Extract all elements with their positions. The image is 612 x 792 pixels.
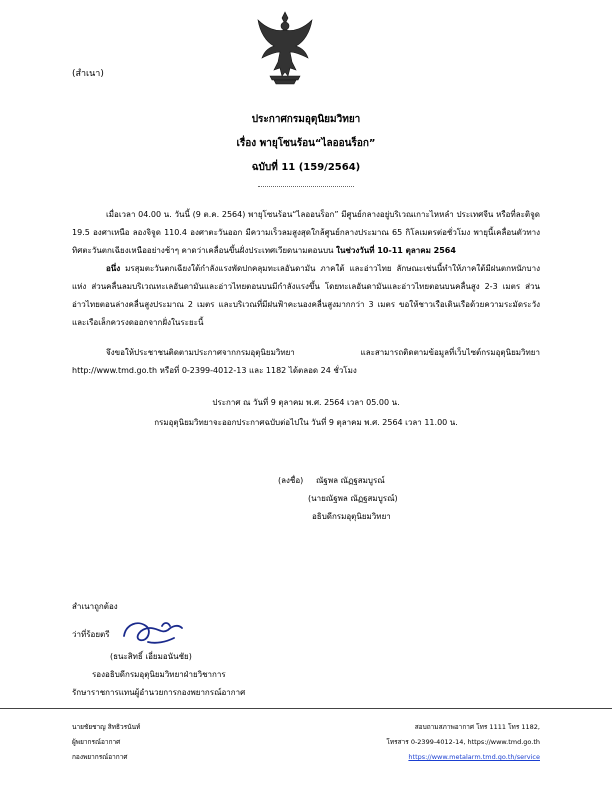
true-copy-label: สำเนาถูกต้อง	[72, 602, 118, 611]
footer-forecaster-name: นายชัยชาญ สิทธิวรนันท์	[72, 723, 141, 731]
footer-fax: โทรสาร 0-2399-4012-14, https://www.tmd.go.th	[386, 738, 540, 746]
certifier-position-1: รองอธิบดีกรมอุตุนิยมวิทยาฝ่ายวิชาการ	[92, 670, 226, 679]
footer-service-link[interactable]: https://www.metalarm.tmd.go.th/service	[408, 753, 540, 761]
paragraph-2-bold: อนึ่ง	[106, 264, 121, 273]
garuda-emblem-icon	[256, 10, 314, 86]
certifier-name: (ธนะสิทธิ์ เอี่ยมอนันชัย)	[110, 652, 192, 661]
issue-number: ฉบับที่ 11 (159/2564)	[251, 162, 361, 173]
next-issue: กรมอุตุนิยมวิทยาจะออกประกาศฉบับต่อไปใน วันที่ 9 ตุลาคม พ.ศ. 2564 เวลา 11.00 น.	[154, 418, 458, 427]
paragraph-1	[72, 206, 540, 260]
paragraph-3	[72, 344, 540, 380]
footer-divider	[0, 708, 612, 709]
paragraph-1-text: เมื่อเวลา 04.00 น. วันนี้ (9 ต.ค. 2564) พายุโซนร้อน“ไลออนร็อก” มีศูนย์กลางอยู่บริเวณเกาะไหหลำ ประเทศจีน หรือที่ละติจูด 19.5 องศาเหนือ ลองจิจูด 110.4 องศาตะวันออก มีความเร็วลมสูงสุดใกล้ศูนย์กลางประมาณ 65 กิโลเมตรต่อชั่วโมง พายุนี้เคลื่อนตัวทางทิศตะวันตกเฉียงเหนืออย่างช้าๆ คาดว่าเคลื่อนขึ้นฝั่งประเทศเวียดนามตอนบน	[72, 210, 540, 255]
footer-phone: สอบถามสภาพอากาศ โทร 1111 โทร 1182,	[414, 723, 540, 731]
subject-line: เรื่อง พายุโซนร้อน“ไลออนร็อก”	[236, 138, 376, 149]
announce-date: ประกาศ ณ วันที่ 9 ตุลาคม พ.ศ. 2564 เวลา 05.00 น.	[212, 398, 400, 407]
certifier-position-2: รักษาราชการแทนผู้อำนวยการกองพยากรณ์อากาศ	[72, 688, 246, 697]
paragraph-2	[72, 260, 540, 332]
footer-left	[72, 720, 140, 765]
footer-right	[386, 720, 540, 765]
separator-line	[258, 186, 354, 187]
handwritten-signature	[118, 616, 188, 650]
certifier-rank: ว่าที่ร้อยตรี	[72, 630, 110, 639]
signed-label: (ลงชื่อ)	[278, 476, 304, 485]
footer-division: กองพยากรณ์อากาศ	[72, 753, 128, 761]
page-title: ประกาศกรมอุตุนิยมวิทยา	[251, 114, 361, 125]
signer-name: ณัฐพล ณัฏฐสมบูรณ์	[316, 476, 385, 485]
footer-forecaster-role: ผู้พยากรณ์อากาศ	[72, 738, 121, 746]
paragraph-1-bold: ในช่วงวันที่ 10-11 ตุลาคม 2564	[336, 246, 456, 255]
paragraph-2-text: มรสุมตะวันตกเฉียงใต้กำลังแรงพัดปกคลุมทะเลอันดามัน ภาคใต้ และอ่าวไทย ลักษณะเช่นนี้ทำให้ภาคใต้มีฝนตกหนักบางแห่ง ส่วนคลื่นลมบริเวณทะเลอันดามันและอ่าวไทยตอนบนมีกำลังแรงขึ้น โดยทะเลอันดามันและอ่าวไทยตอนบนคลื่นสูง 2-3 เมตร ส่วนอ่าวไทยตอนล่างคลื่นสูงประมาณ 2 เมตร และบริเวณที่มีฝนฟ้าคะนองคลื่นสูงมากกว่า 3 เมตร ขอให้ชาวเรือเดินเรือด้วยความระมัดระวัง และเรือเล็กควรงดออกจากฝั่งในระยะนี้	[72, 264, 540, 327]
signer-full-name: (นายณัฐพล ณัฏฐสมบูรณ์)	[308, 494, 398, 503]
signer-position: อธิบดีกรมอุตุนิยมวิทยา	[312, 512, 391, 521]
paragraph-3-text: จึงขอให้ประชาชนติดตามประกาศจากกรมอุตุนิยมวิทยา และสามารถติดตามข้อมูลที่เว็บไซต์กรมอุตุนิยมวิทยา http://www.tmd.go.th หรือที่ 0-2399-4012-13 และ 1182 ได้ตลอด 24 ชั่วโมง	[72, 348, 540, 375]
copy-label: (สำเนา)	[72, 69, 104, 79]
